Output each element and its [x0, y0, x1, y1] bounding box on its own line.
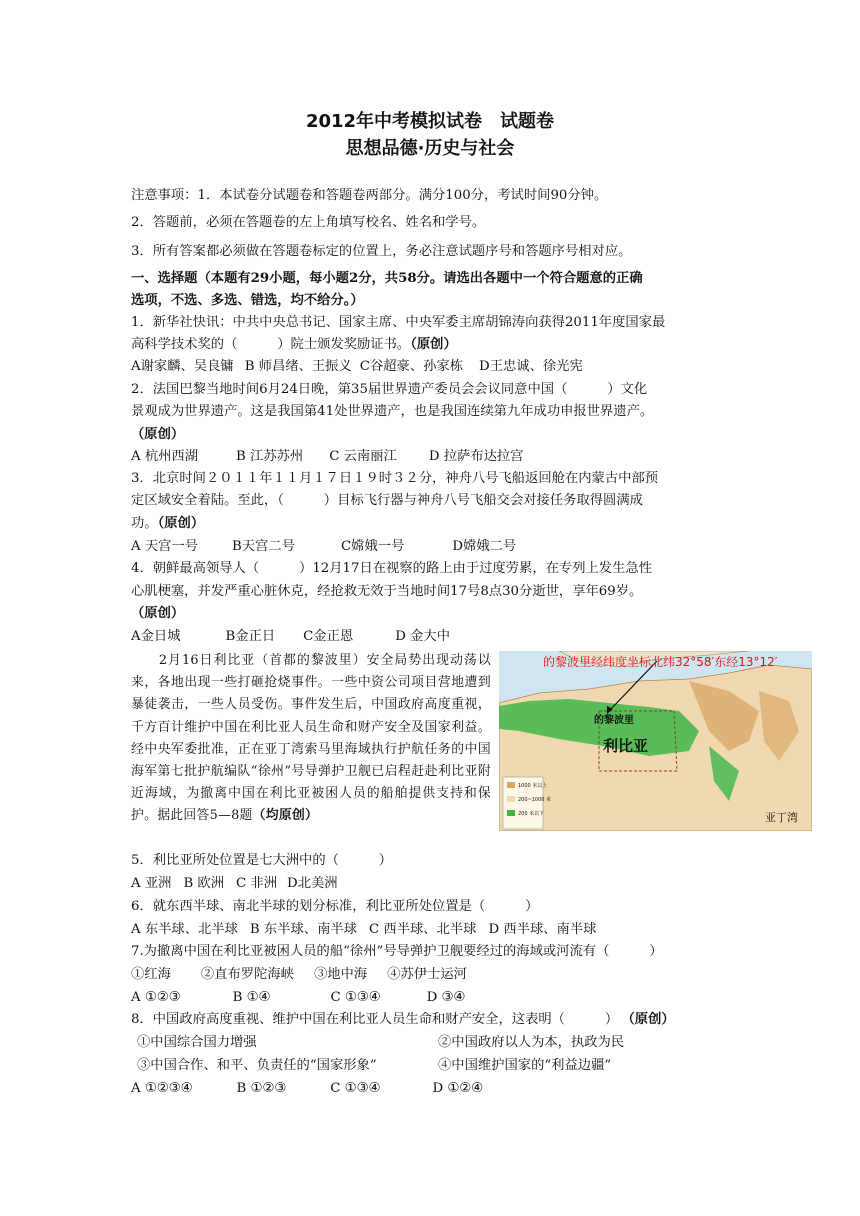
question-4-cont: 心肌梗塞，并发严重心脏休克，经抢救无效于当地时间17号8点30分逝世，享年69岁。 — [131, 584, 643, 599]
legend-item: 1000 米以上 — [518, 783, 548, 789]
question-6-options: A 东半球、北半球 B 东半球、南半球 C 西半球、北半球 D 西半球、南半球 — [131, 922, 597, 937]
note-3: 3．所有答案都必须做在答题卷标定的位置上，务必注意试题序号和答题序号相对应。 — [131, 244, 632, 259]
question-2-cont: 景观成为世界遗产。这是我国第41处世界遗产，也是我国连续第九年成功申报世界遗产。 — [131, 404, 654, 419]
passage: 2月16日利比亚（首都的黎波里）安全局势出现动荡以来，各地出现一些打砸抢烧事件。一些中资公司项目营地遭到暴徒袭击，一些人员受伤。事件发生后，中国政府高度重视，千方百计维护中国在利比亚人员生命和财产安全及国家利益。经中央军委批准，正在亚丁湾索马里海域执行护航任务的中国海军第七批护航编队“徐州”号导弹护卫舰已启程赶赴利比亚附近海域，为撤离中国在利比亚被困人员的船舶提供支持和保护。据此回答5—8题（均原创） — [131, 653, 491, 824]
question-1-options: A谢家麟、吴良镛 B 师昌绪、王振义 C谷超豪、孙家栋 D王忠诚、徐光宪 — [131, 359, 583, 374]
question-8-item-1: ①中国综合国力增强 — [137, 1035, 257, 1050]
map-label-gulf: 亚丁湾 — [765, 811, 798, 824]
question-8-options: A ①②③④ B ①②③ C ①③④ D ①②④ — [131, 1081, 484, 1096]
map-legend — [518, 779, 551, 821]
map-label-capital: 的黎波里 — [594, 715, 634, 726]
question-2-tag: （原创） — [131, 427, 185, 442]
question-4-options: A金日城 B金正日 C金正恩 D 金大中 — [131, 629, 451, 644]
libya-map — [499, 651, 812, 831]
question-5: 5．利比亚所处位置是七大洲中的（ ） — [131, 853, 393, 868]
question-7-options: A ①②③ B ①④ C ①③④ D ③④ — [131, 990, 466, 1005]
question-4: 4．朝鲜最高领导人（ ）12月17日在视察的路上由于过度劳累，在专列上发生急性 — [131, 561, 652, 576]
question-3-options: A 天宫一号 B天宫二号 C嫦娥一号 D嫦娥二号 — [131, 539, 517, 554]
legend-item: 200~1000 米 — [518, 797, 552, 803]
question-3-end: 功。（原创） — [131, 516, 205, 531]
question-2: 2．法国巴黎当地时间6月24日晚，第35届世界遗产委员会会议同意中国（ ）文化 — [131, 382, 648, 397]
question-8: 8．中国政府高度重视、维护中国在利比亚人员生命和财产安全，这表明（ ） （原创） — [131, 1012, 675, 1027]
note-2: 2．答题前，必须在答题卷的左上角填写校名、姓名和学号。 — [131, 215, 486, 230]
page-subtitle: 思想品德·历史与社会 — [345, 138, 515, 159]
question-7-items: ①红海 ②直布罗陀海峡 ③地中海 ④苏伊士运河 — [131, 967, 467, 982]
question-2-options: A 杭州西湖 B 江苏苏州 C 云南丽江 D 拉萨布达拉宫 — [131, 449, 524, 464]
question-8-item-3: ③中国合作、和平、负责任的“国家形象” — [137, 1058, 377, 1073]
map-label-country: 利比亚 — [603, 737, 649, 755]
question-1: 1．新华社快讯：中共中央总书记、国家主席、中央军委主席胡锦涛向获得2011年度国家最 — [131, 315, 666, 330]
legend-item: 200 米以下 — [518, 811, 545, 817]
question-3: 3．北京时间２０１１年１１月１７日１９时３２分，神舟八号飞船返回舱在内蒙古中部预 — [131, 471, 659, 486]
question-8-item-2: ②中国政府以人为本，执政为民 — [438, 1035, 625, 1050]
question-8-item-4: ④中国维护国家的“利益边疆” — [438, 1058, 612, 1073]
note-1: 注意事项：1．本试卷分试题卷和答题卷两部分。满分100分，考试时间90分钟。 — [131, 188, 608, 203]
section-heading-cont: 选项，不选、多选、错选，均不给分。） — [131, 293, 364, 308]
page-title: 2012年中考模拟试卷 试题卷 — [305, 111, 555, 132]
question-6: 6．就东西半球、南北半球的划分标准，利比亚所处位置是（ ） — [131, 899, 539, 914]
question-7: 7.为撤离中国在利比亚被困人员的船“徐州”号导弹护卫舰要经过的海域或河流有（ ） — [131, 944, 663, 959]
question-1-cont: 高科学技术奖的（ ）院士颁发奖励证书。（原创） — [131, 337, 457, 352]
question-3-cont: 定区域安全着陆。至此，（ ）目标飞行器与神舟八号飞船交会对接任务取得圆满成 — [131, 493, 643, 508]
question-5-options: A 亚洲 B 欧洲 C 非洲 D北美洲 — [131, 876, 338, 891]
map-caption: 的黎波里经纬度坐标北纬32°58′东经13°12′ — [543, 655, 778, 669]
question-4-tag: （原创） — [131, 606, 185, 621]
section-heading: 一、选择题（本题有29小题，每小题2分，共58分。请选出各题中一个符合题意的正确 — [131, 271, 643, 286]
